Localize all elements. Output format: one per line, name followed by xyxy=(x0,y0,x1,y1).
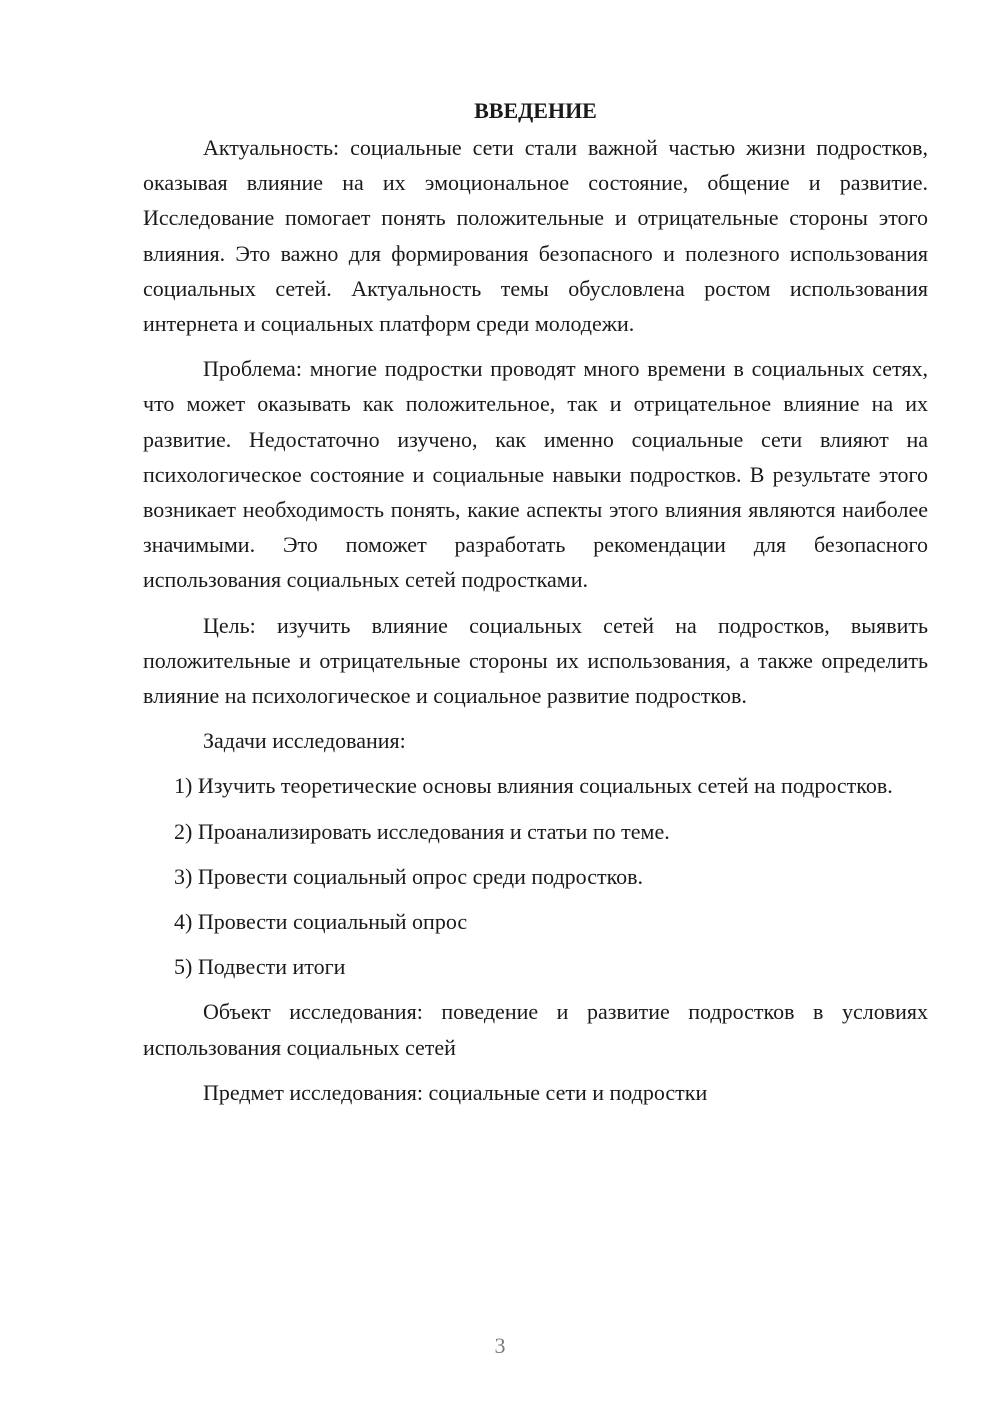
document-body xyxy=(143,93,928,1120)
relevance-paragraph: Актуальность: социальные сети стали важной частью жизни подростков, оказывая влияние на их эмоциональное состояние, общение и развитие. Исследование помогает понять положительные и отрицательные стороны этого влияния. Это важно для формирования безопасного и полезного использования социальных сетей. Актуальность темы обусловлена ростом использования интернета и социальных платформ среди молодежи. xyxy=(143,135,928,337)
problem-paragraph: Проблема: многие подростки проводят много времени в социальных сетях, что может оказывать как положительное, так и отрицательное влияние на их развитие. Недостаточно изучено, как именно социальные сети влияют на психологическое состояние и социальные навыки подростков. В результате этого возникает необходимость понять, какие аспекты этого влияния являются наиболее значимыми. Это поможет разработать рекомендации для безопасного использования социальных сетей подростками. xyxy=(143,356,928,593)
tasks-list xyxy=(143,768,928,984)
list-item: 1) Изучить теоретические основы влияния социальных сетей на подростков. xyxy=(174,773,893,799)
list-item: 2) Проанализировать исследования и статьи по теме. xyxy=(174,818,670,844)
page-number: 3 xyxy=(494,1333,506,1358)
list-item: 5) Подвести итоги xyxy=(174,954,346,980)
goal-paragraph: Цель: изучить влияние социальных сетей на подростков, выявить положительные и отрицательные стороны их использования, а также определить влияние на психологическое и социальное развитие подростков. xyxy=(143,612,928,709)
tasks-heading: Задачи исследования: xyxy=(203,728,406,754)
subject-paragraph: Предмет исследования: социальные сети и подростки xyxy=(203,1079,708,1105)
page-title: ВВЕДЕНИЕ xyxy=(474,98,597,123)
list-item: 3) Провести социальный опрос среди подростков. xyxy=(174,863,644,889)
list-item: 4) Провести социальный опрос xyxy=(174,909,468,935)
object-paragraph: Объект исследования: поведение и развитие подростков в условиях использования социальных сетей xyxy=(143,999,928,1060)
